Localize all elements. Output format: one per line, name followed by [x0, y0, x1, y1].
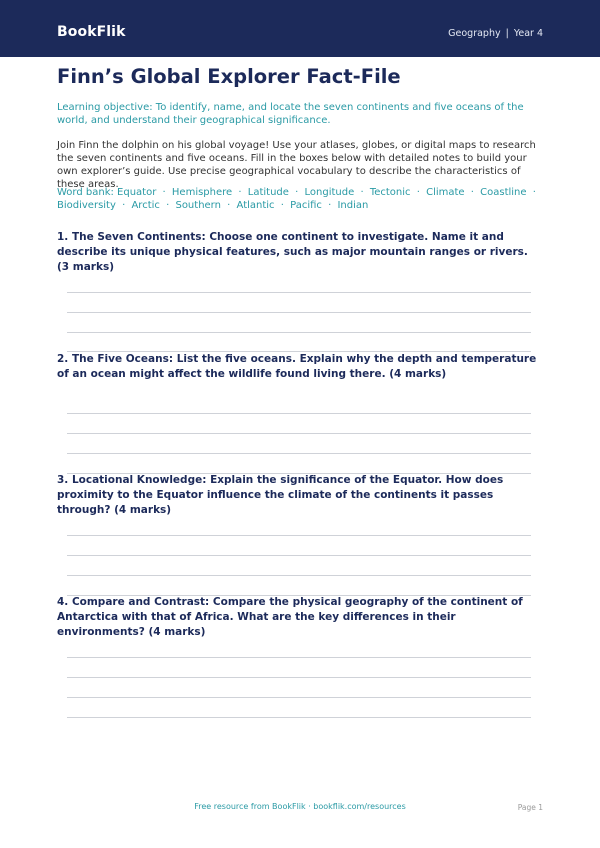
answer-line[interactable]	[67, 312, 531, 313]
answer-line[interactable]	[67, 657, 531, 658]
word-separator: ·	[328, 200, 332, 211]
word-bank	[57, 186, 543, 212]
word-bank-label: Word bank:	[57, 187, 114, 198]
answer-line[interactable]	[67, 677, 531, 678]
question-4: 4. Compare and Contrast: Compare the physical geography of the continent of Antarctica with that of Africa. What are the key differences in their environments? (4 marks)	[57, 596, 523, 638]
subject-label: Geography	[448, 28, 501, 39]
word-separator: ·	[238, 187, 242, 198]
word-separator: ·	[416, 187, 420, 198]
page-title: Finn’s Global Explorer Fact-File	[57, 65, 401, 88]
answer-line[interactable]	[67, 717, 531, 718]
word-bank-term: Southern	[175, 200, 221, 211]
word-bank-term: Atlantic	[236, 200, 275, 211]
footer-credit: Free resource from BookFlik · bookflik.com/resources	[194, 802, 406, 811]
answer-line[interactable]	[67, 697, 531, 698]
word-bank-term: Arctic	[131, 200, 160, 211]
word-bank-term: Biodiversity	[57, 200, 116, 211]
word-separator: ·	[122, 200, 126, 211]
answer-line[interactable]	[67, 413, 531, 414]
answer-line[interactable]	[67, 535, 531, 536]
learning-objective: Learning objective: To identify, name, and locate the seven continents and five oceans of the world, and understand their geographical significance.	[57, 102, 524, 126]
page-header	[0, 0, 600, 57]
question-3: 3. Locational Knowledge: Explain the significance of the Equator. How does proximity to the Equator influence the climate of the continents it passes through? (4 marks)	[57, 474, 504, 516]
word-separator: ·	[532, 187, 536, 198]
word-bank-term: Latitude	[247, 187, 289, 198]
page-number: Page 1	[517, 803, 543, 812]
intro-paragraph: Join Finn the dolphin on his global voyage! Use your atlases, globes, or digital maps to research the seven continents and five oceans. Fill in the boxes below with detailed notes to build your own explorer’s guide. Use precise geographical vocabulary to describe the characteristics of these areas.	[57, 140, 536, 190]
question-2: 2. The Five Oceans: List the five oceans. Explain why the depth and temperature of an ocean might affect the wildlife found living there. (4 marks)	[57, 353, 537, 380]
word-separator: ·	[295, 187, 299, 198]
word-list	[57, 187, 539, 211]
word-separator: ·	[470, 187, 474, 198]
word-bank-term: Coastline	[480, 187, 527, 198]
question-1: 1. The Seven Continents: Choose one continent to investigate. Name it and describe its unique physical features, such as major mountain ranges or rivers. (3 marks)	[57, 231, 528, 273]
answer-line[interactable]	[67, 332, 531, 333]
word-bank-term: Indian	[337, 200, 369, 211]
answer-line[interactable]	[67, 292, 531, 293]
answer-line[interactable]	[67, 433, 531, 434]
word-bank-term: Climate	[426, 187, 465, 198]
answer-line[interactable]	[67, 453, 531, 454]
word-bank-term: Pacific	[290, 200, 322, 211]
header-meta	[448, 28, 543, 40]
word-bank-term: Tectonic	[369, 187, 411, 198]
word-separator: ·	[280, 200, 284, 211]
brand-logo-text: BookFlik	[57, 24, 126, 40]
word-separator: ·	[162, 187, 166, 198]
answer-line[interactable]	[67, 555, 531, 556]
word-bank-term: Longitude	[304, 187, 355, 198]
word-separator: ·	[166, 200, 170, 211]
answer-line[interactable]	[67, 575, 531, 576]
word-separator: ·	[227, 200, 231, 211]
word-bank-term: Hemisphere	[171, 187, 233, 198]
word-separator: ·	[360, 187, 364, 198]
year-label: Year 4	[513, 28, 543, 39]
word-bank-term: Equator	[117, 187, 157, 198]
header-divider: |	[505, 28, 509, 39]
